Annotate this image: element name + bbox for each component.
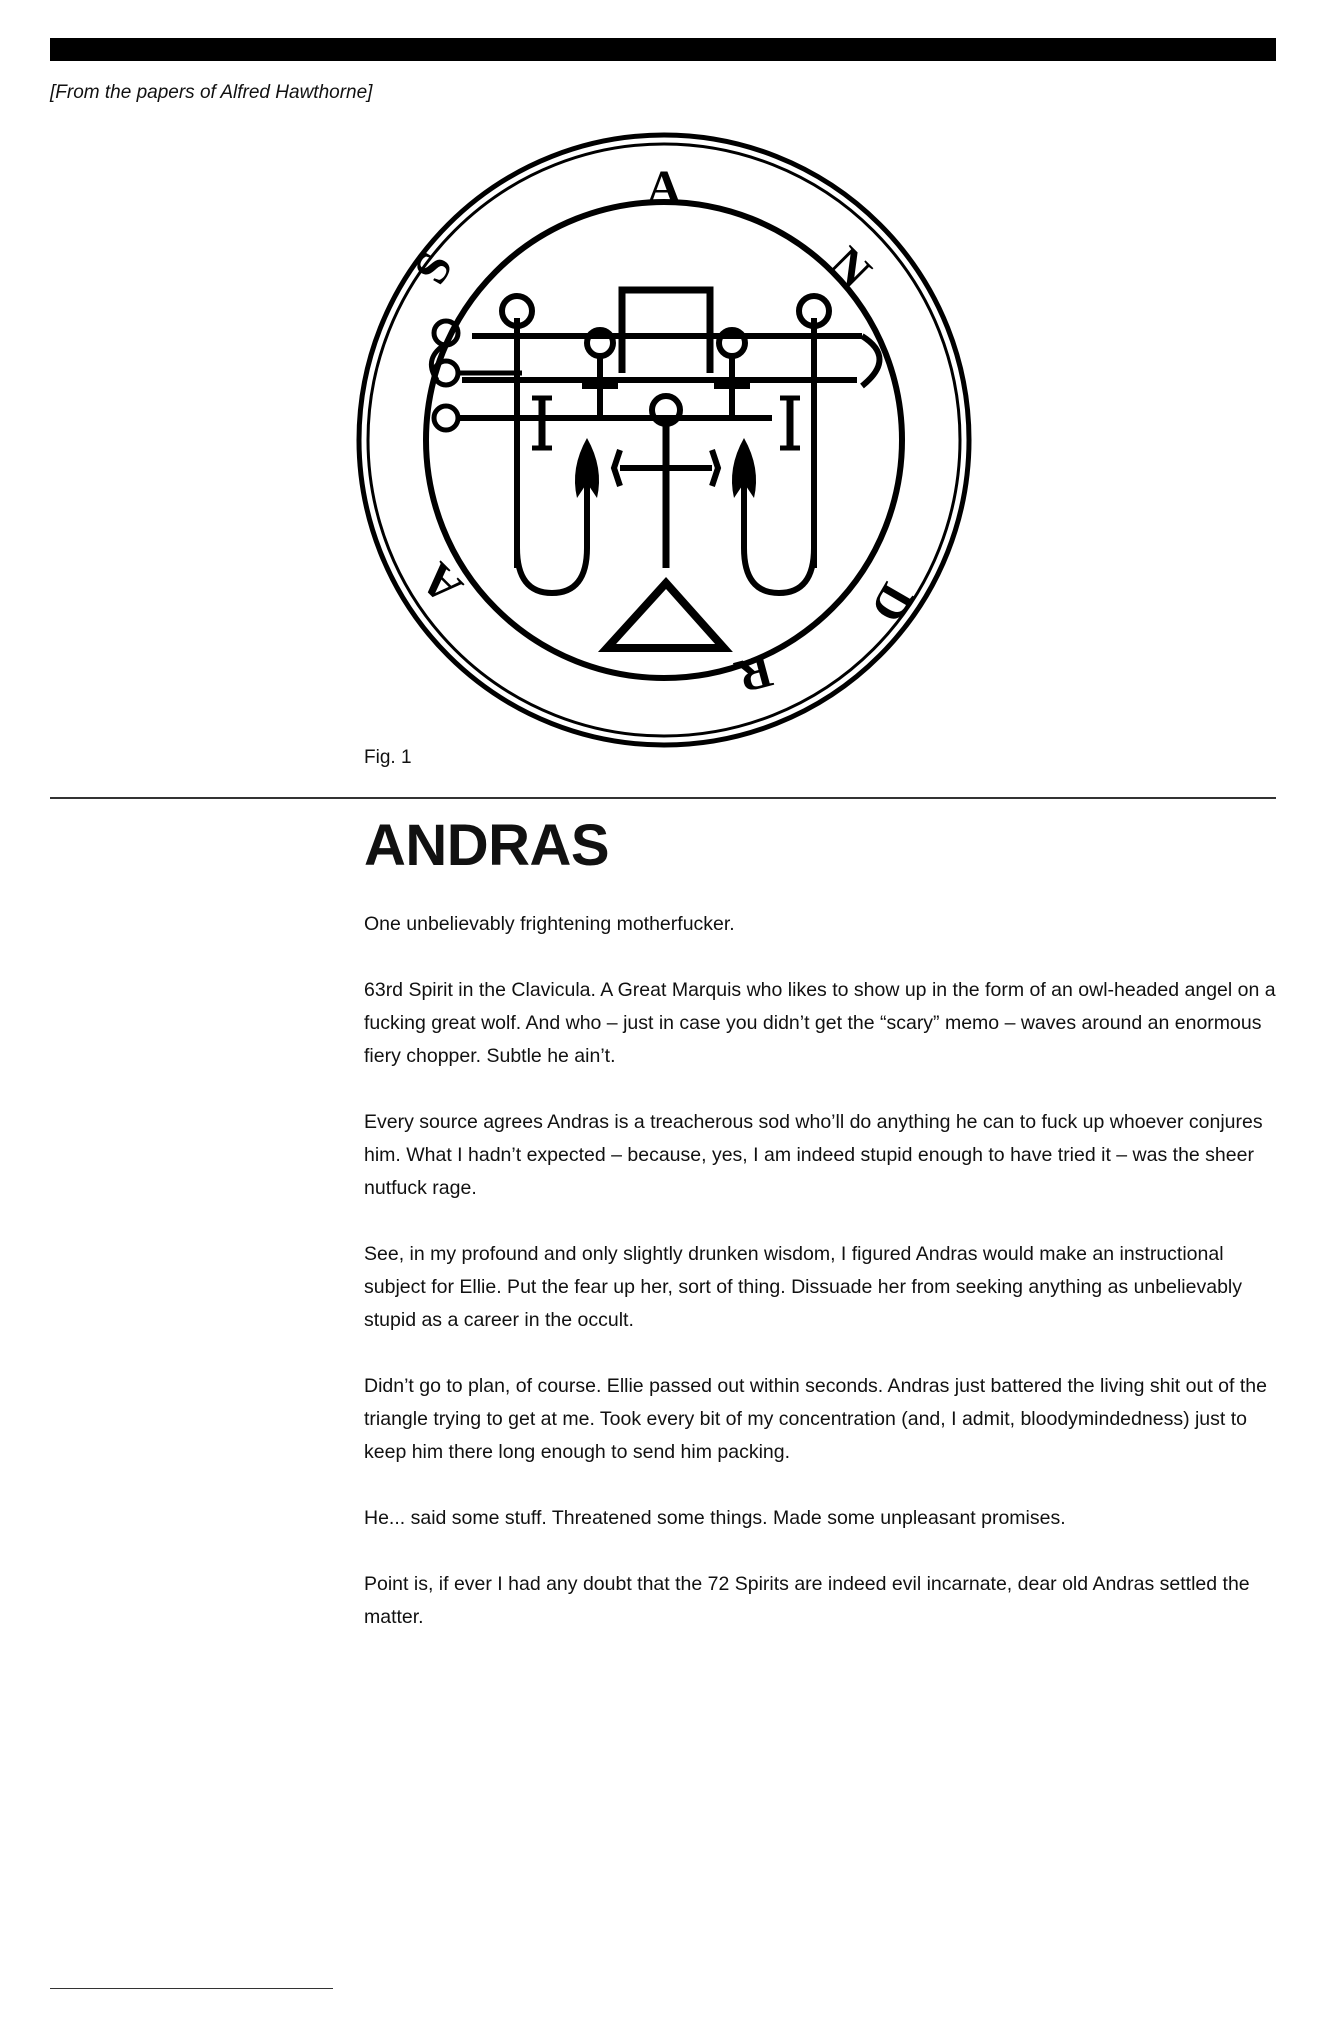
section-divider [50, 797, 1276, 799]
entry-body [364, 908, 1276, 1667]
entry-paragraph: Didn’t go to plan, of course. Ellie passed out within seconds. Andras just battered the living shit out of the triangle trying to get at me. Took every bit of my concentration (and, I admit, bloodymindedness) just to keep him there long enough to send him packing. [364, 1375, 1267, 1463]
entry-paragraph: See, in my profound and only slightly drunken wisdom, I figured Andras would make an instructional subject for Ellie. Put the fear up her, sort of thing. Dissuade her from seeking anything as unbelievably stupid as a career in the occult. [364, 1243, 1242, 1331]
entry-title: ANDRAS [364, 813, 610, 878]
entry-paragraph: One unbelievably frightening motherfucker. [364, 913, 735, 935]
figure-caption: Fig. 1 [364, 747, 412, 768]
seal-letter-a-bottom: A [410, 552, 473, 615]
entry-paragraph: Every source agrees Andras is a treacherous sod who’ll do anything he can to fuck up whoever conjures him. What I hadn’t expected – because, yes, I am indeed stupid enough to have tried it – was the sheer nutfuck rage. [364, 1111, 1263, 1199]
andras-seal-figure [352, 128, 976, 752]
entry-paragraph: 63rd Spirit in the Clavicula. A Great Marquis who likes to show up in the form of an owl-headed angel on a fucking great wolf. And who – just in case you didn’t get the “scary” memo – waves around an enormous fiery chopper. Subtle he ain’t. [364, 979, 1276, 1067]
entry-paragraph: Point is, if ever I had any doubt that the 72 Spirits are indeed evil incarnate, dear old Andras settled the matter. [364, 1573, 1250, 1628]
seal-letter-a-top: A [646, 161, 682, 214]
seal-letter-s: S [403, 242, 464, 293]
seal-letter-r: R [730, 643, 778, 704]
andras-seal-icon [352, 128, 976, 752]
header-note: [From the papers of Alfred Hawthorne] [50, 82, 373, 103]
top-black-bar [50, 38, 1276, 61]
entry-paragraph: He... said some stuff. Threatened some things. Made some unpleasant promises. [364, 1507, 1066, 1529]
seal-letter-n: N [819, 236, 882, 299]
seal-letter-d: D [860, 574, 924, 632]
footnote-divider [50, 1988, 333, 1989]
